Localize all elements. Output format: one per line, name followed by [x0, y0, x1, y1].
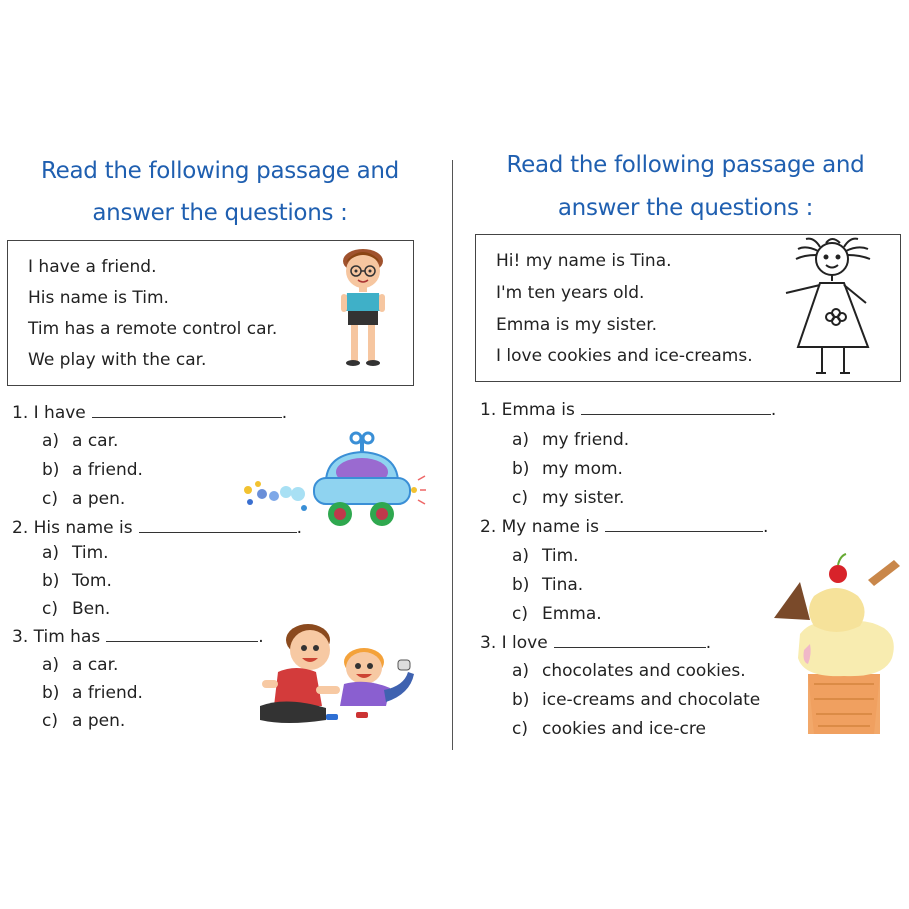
- toy-car-illustration: [236, 432, 426, 532]
- question-stem: 3. Tim has: [12, 627, 101, 647]
- option-c[interactable]: [512, 719, 706, 739]
- option-text: Tim.: [72, 543, 109, 563]
- option-letter: c): [512, 719, 528, 739]
- option-b[interactable]: [512, 575, 583, 595]
- passage-line: We play with the car.: [28, 350, 207, 370]
- option-letter: b): [512, 459, 530, 479]
- option-letter: b): [512, 575, 530, 595]
- option-text: a car.: [72, 431, 119, 451]
- passage-line: Tim has a remote control car.: [28, 319, 278, 339]
- page-divider: [452, 160, 453, 750]
- boy-tim-illustration: [334, 247, 394, 371]
- question-stem: 1. I have: [12, 403, 86, 423]
- option-c[interactable]: [42, 599, 110, 619]
- option-text: a friend.: [72, 460, 143, 480]
- ice-cream-illustration: [774, 554, 904, 736]
- option-a[interactable]: [42, 431, 118, 451]
- option-letter: a): [42, 543, 60, 563]
- option-text: my sister.: [542, 488, 625, 508]
- option-letter: a): [42, 655, 60, 675]
- question-stem: 2. My name is: [480, 517, 599, 537]
- option-a[interactable]: [512, 430, 629, 450]
- option-a[interactable]: [42, 543, 109, 563]
- option-a[interactable]: [512, 661, 746, 681]
- option-text: a pen.: [72, 489, 126, 509]
- option-letter: b): [42, 683, 60, 703]
- option-text: Tina.: [542, 575, 584, 595]
- passage-line: Hi! my name is Tina.: [496, 251, 672, 271]
- title-line-2: answer the questions :: [557, 195, 814, 221]
- answer-blank[interactable]: [92, 403, 282, 418]
- option-text: Emma.: [542, 604, 602, 624]
- option-text: a pen.: [72, 711, 126, 731]
- option-letter: c): [42, 599, 58, 619]
- option-text: Tom.: [72, 571, 112, 591]
- option-letter: b): [512, 690, 530, 710]
- answer-blank[interactable]: [139, 518, 297, 533]
- option-b[interactable]: [512, 459, 623, 479]
- passage-line: I love cookies and ice-creams.: [496, 346, 753, 366]
- option-text: my friend.: [542, 430, 630, 450]
- option-letter: c): [512, 488, 528, 508]
- answer-blank[interactable]: [106, 627, 258, 642]
- question-2: 2. My name is .: [480, 517, 769, 537]
- option-letter: c): [42, 711, 58, 731]
- title-line-2: answer the questions :: [92, 200, 348, 226]
- option-a[interactable]: [512, 546, 579, 566]
- option-letter: a): [512, 661, 530, 681]
- question-stem: 3. I love: [480, 633, 548, 653]
- option-letter: c): [512, 604, 528, 624]
- option-letter: c): [42, 489, 58, 509]
- option-text: ice-creams and chocolate: [542, 690, 761, 710]
- question-2: 2. His name is .: [12, 518, 302, 538]
- option-b[interactable]: [42, 460, 143, 480]
- title-line-1: Read the following passage and: [41, 158, 399, 184]
- option-c[interactable]: [42, 489, 125, 509]
- option-text: Ben.: [72, 599, 111, 619]
- question-1: 1. I have .: [12, 403, 288, 423]
- answer-blank[interactable]: [605, 517, 763, 532]
- title-line-1: Read the following passage and: [506, 152, 865, 178]
- question-stem: 1. Emma is: [480, 400, 575, 420]
- option-c[interactable]: [512, 604, 602, 624]
- option-letter: b): [42, 460, 60, 480]
- answer-blank[interactable]: [581, 400, 771, 415]
- option-c[interactable]: [512, 488, 624, 508]
- answer-blank[interactable]: [554, 633, 706, 648]
- option-letter: a): [512, 430, 530, 450]
- option-text: Tim.: [542, 546, 579, 566]
- passage-line: I'm ten years old.: [496, 283, 645, 303]
- option-text: cookies and ice-cre: [542, 719, 706, 739]
- passage-line: I have a friend.: [28, 257, 157, 277]
- question-3: 3. I love .: [480, 633, 712, 653]
- option-letter: a): [42, 431, 60, 451]
- option-a[interactable]: [42, 655, 118, 675]
- option-b[interactable]: [42, 683, 143, 703]
- option-text: a friend.: [72, 683, 143, 703]
- worksheet-right: [462, 150, 909, 750]
- option-text: my mom.: [542, 459, 623, 479]
- option-text: chocolates and cookies.: [542, 661, 746, 681]
- passage-box: [475, 234, 901, 382]
- passage-line: His name is Tim.: [28, 288, 169, 308]
- question-stem: 2. His name is: [12, 518, 133, 538]
- option-c[interactable]: [42, 711, 125, 731]
- option-b[interactable]: [42, 571, 112, 591]
- passage-line: Emma is my sister.: [496, 315, 658, 335]
- option-b[interactable]: [512, 690, 760, 710]
- option-letter: a): [512, 546, 530, 566]
- passage-box: [7, 240, 414, 386]
- option-letter: b): [42, 571, 60, 591]
- option-text: a car.: [72, 655, 119, 675]
- girl-tina-sketch: [776, 229, 896, 379]
- worksheet-left: [0, 150, 440, 750]
- question-1: 1. Emma is .: [480, 400, 777, 420]
- kids-playing-illustration: [256, 622, 416, 732]
- question-3: 3. Tim has .: [12, 627, 264, 647]
